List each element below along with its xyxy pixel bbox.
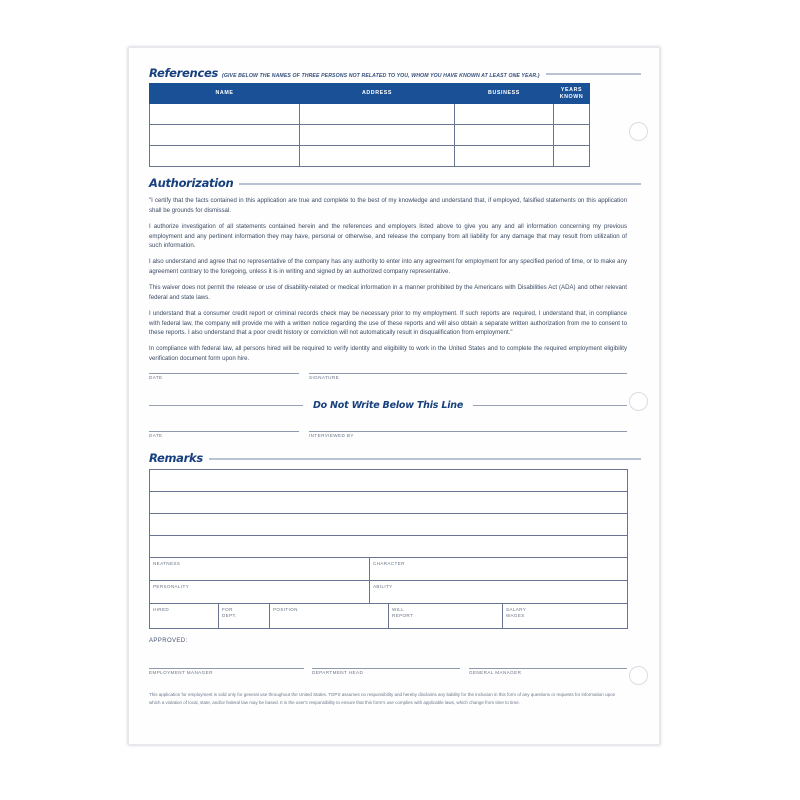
character-cell[interactable]: [370, 558, 628, 581]
approval-signature-row: [149, 668, 627, 682]
remarks-blank-row-4[interactable]: [150, 536, 628, 558]
table-row: [150, 581, 628, 604]
interview-row: [149, 431, 627, 445]
authorization-heading: Authorization: [149, 176, 234, 191]
neatness-label: NEATNESS: [153, 560, 181, 566]
references-col-address: ADDRESS: [300, 84, 455, 104]
authorization-paragraph-6: In compliance with federal law, all persons hired will be required to verify identity and eligibility to work in the United States and to complete the required employment eligibility verification document form upon hire.: [149, 345, 627, 362]
do-not-write-text: Do Not Write Below This Line: [312, 399, 464, 411]
remarks-blank-row-2[interactable]: [150, 492, 628, 514]
paper-sheet: [128, 47, 660, 745]
references-cell-years-1[interactable]: [554, 104, 590, 125]
position-cell[interactable]: [270, 604, 389, 629]
references-cell-address-2[interactable]: [300, 125, 455, 146]
divider-rule-right: [473, 405, 627, 406]
table-row: [150, 492, 628, 514]
page-content: [149, 66, 641, 728]
references-cell-address-3[interactable]: [300, 146, 455, 167]
references-col-business: BUSINESS: [455, 84, 554, 104]
remarks-blank-row-1[interactable]: [150, 470, 628, 492]
interviewed-by-line: [309, 431, 627, 432]
interviewed-by-label: INTERVIEWED BY: [309, 433, 354, 439]
references-heading: References: [149, 66, 219, 80]
position-label: POSITION: [273, 606, 298, 612]
for-dept-label: FOR DEPT.: [222, 606, 237, 618]
authorization-paragraph-4: This waiver does not permit the release or use of disability-related or medical information in a manner prohibited by the Americans with Disabilities Act (ADA) and other relevant federal and state laws.: [149, 284, 627, 301]
references-col-years-known: YEARS KNOWN: [554, 84, 590, 104]
table-row: [150, 514, 628, 536]
ability-label: ABILITY: [373, 583, 393, 589]
references-cell-years-3[interactable]: [554, 146, 590, 167]
general-manager-line: [469, 668, 627, 669]
references-header-row: [150, 84, 590, 104]
references-table: [149, 83, 590, 167]
employment-manager-line: [149, 668, 304, 669]
references-cell-business-3[interactable]: [455, 146, 554, 167]
interview-date-line: [149, 431, 299, 432]
authorization-heading-rule: [239, 183, 641, 185]
remarks-blank-row-3[interactable]: [150, 514, 628, 536]
remarks-table: [149, 469, 628, 629]
authorization-heading-row: [149, 176, 641, 190]
do-not-write-divider: [149, 397, 627, 413]
divider-rule-left: [149, 405, 303, 406]
will-report-label: WILL REPORT: [392, 606, 414, 618]
table-row: [150, 104, 590, 125]
applicant-date-label: DATE: [149, 375, 163, 381]
salary-wages-label: SALARY WAGES: [506, 606, 527, 618]
references-cell-name-1[interactable]: [150, 104, 300, 125]
employment-manager-label: EMPLOYMENT MANAGER: [149, 670, 213, 676]
interview-date-label: DATE: [149, 433, 163, 439]
fineprint-disclaimer: This application for employment is sold only for general use throughout the United States. TOPS assumes no responsibility and hereby disclaims any liability for the inclusion in this form of any questions or requests for information upon which a violation of local, state, and/or federal law may be based. It is the user's responsibility to ensure that this form's use complies with applicable laws, which change from time to time.: [149, 692, 616, 705]
authorization-body: [149, 196, 627, 363]
neatness-cell[interactable]: [150, 558, 370, 581]
table-row: [150, 146, 590, 167]
authorization-paragraph-5: I understand that a consumer credit report or criminal records check may be necessary prior to my employment. If such reports are required, I understand that, in compliance with federal law, the company will provide me with a written notice regarding the use of these reports and will also obtain a separate written authorization from me to consent to these reports. I also understand that a poor credit history or conviction will not automatically result in disqualification from employment.": [149, 310, 627, 337]
will-report-cell[interactable]: [389, 604, 503, 629]
applicant-signature-label: SIGNATURE: [309, 375, 340, 381]
applicant-date-line: [149, 373, 299, 374]
applicant-signature-row: [149, 373, 627, 387]
table-row: [150, 125, 590, 146]
ability-cell[interactable]: [370, 581, 628, 604]
references-cell-name-3[interactable]: [150, 146, 300, 167]
references-subheading: (GIVE BELOW THE NAMES OF THREE PERSONS NOT RELATED TO YOU, WHOM YOU HAVE KNOWN AT LEAST ONE YEAR.): [222, 73, 540, 79]
approved-label: APPROVED:: [149, 638, 188, 645]
references-heading-row: [149, 66, 641, 80]
department-head-label: DEPARTMENT HEAD: [312, 670, 364, 676]
applicant-signature-line: [309, 373, 627, 374]
references-cell-address-1[interactable]: [300, 104, 455, 125]
references-cell-business-2[interactable]: [455, 125, 554, 146]
department-head-line: [312, 668, 460, 669]
remarks-heading-row: [149, 451, 641, 465]
authorization-paragraph-1: "I certify that the facts contained in this application are true and complete to the best of my knowledge and understand that, if employed, falsified statements on this application shall be grounds for dismissal.: [149, 197, 627, 214]
salary-wages-cell[interactable]: [503, 604, 628, 629]
table-row: [150, 470, 628, 492]
references-cell-years-2[interactable]: [554, 125, 590, 146]
authorization-paragraph-3: I also understand and agree that no representative of the company has any authority to enter into any agreement for employment for any specified period of time, or to make any agreement contrary to the foregoing, unless it is in writing and signed by an authorized company representative.: [149, 258, 627, 275]
hired-label: HIRED: [153, 606, 170, 612]
references-cell-name-2[interactable]: [150, 125, 300, 146]
personality-label: PERSONALITY: [153, 583, 190, 589]
references-col-name: NAME: [150, 84, 300, 104]
remarks-heading-rule: [209, 458, 641, 460]
for-dept-cell[interactable]: [219, 604, 270, 629]
character-label: CHARACTER: [373, 560, 405, 566]
personality-cell[interactable]: [150, 581, 370, 604]
table-row: [150, 536, 628, 558]
authorization-paragraph-2: I authorize investigation of all statements contained herein and the references and employers listed above to give you any and all information concerning my previous employment and any pertinent information they may have, personal or otherwise, and release the company from all liability for any damage that may result from utilization of such information.: [149, 223, 627, 249]
references-cell-business-1[interactable]: [455, 104, 554, 125]
table-row: [150, 604, 628, 629]
references-heading-rule: [546, 73, 641, 75]
remarks-heading: Remarks: [149, 451, 203, 466]
general-manager-label: GENERAL MANAGER: [469, 670, 522, 676]
table-row: [150, 558, 628, 581]
hired-cell[interactable]: [150, 604, 219, 629]
